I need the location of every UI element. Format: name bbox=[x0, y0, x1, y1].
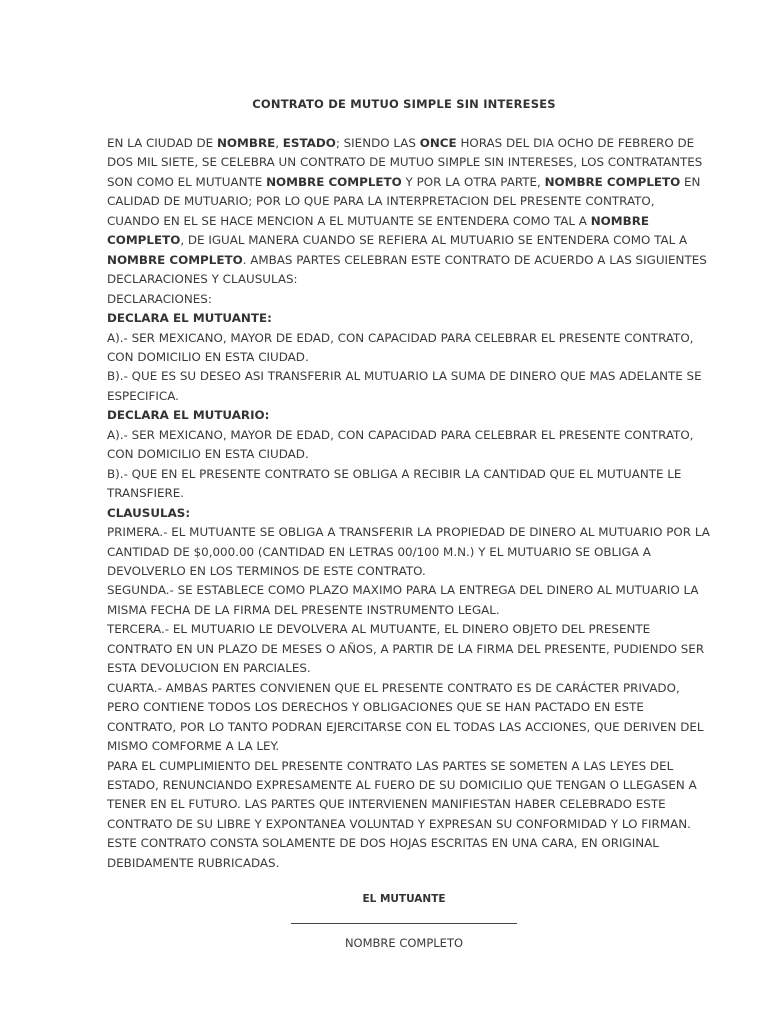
bold-text: ONCE bbox=[419, 136, 457, 150]
text-run: DOS MIL SIETE, SE CELEBRA UN CONTRATO DE MUTUO SIMPLE SIN INTERESES, LOS CONTRATANTES bbox=[107, 155, 703, 170]
bold-text: NOMBRE bbox=[590, 213, 649, 228]
body-line bbox=[107, 192, 701, 211]
contract-body bbox=[107, 134, 710, 873]
text-run: TRANSFIERE. bbox=[107, 486, 185, 501]
body-line bbox=[107, 815, 701, 834]
body-line bbox=[107, 290, 701, 309]
text-run: A).- SER MEXICANO, MAYOR DE EDAD, CON CAPACIDAD PARA CELEBRAR EL PRESENTE CONTRATO, bbox=[107, 427, 694, 442]
text-run: ; SIENDO LAS bbox=[335, 136, 420, 150]
text-run: PARA EL CUMPLIMIENTO DEL PRESENTE CONTRATO LAS PARTES SE SOMETEN A LAS LEYES DEL bbox=[107, 758, 674, 773]
bold-text: DECLARA EL MUTUARIO: bbox=[107, 408, 270, 423]
text-run: Y POR LA OTRA PARTE, bbox=[401, 174, 545, 189]
text-run: . AMBAS PARTES CELEBRAN ESTE CONTRATO DE ACUERDO A LAS SIGUIENTES bbox=[242, 252, 707, 267]
bold-text: NOMBRE COMPLETO bbox=[107, 252, 243, 267]
body-line bbox=[107, 659, 701, 678]
body-line bbox=[107, 834, 701, 853]
body-line bbox=[107, 231, 701, 250]
text-run: ESTE CONTRATO CONSTA SOLAMENTE DE DOS HOJAS ESCRITAS EN UNA CARA, EN ORIGINAL bbox=[107, 836, 659, 851]
text-run: TENER EN EL FUTURO. LAS PARTES QUE INTERVIENEN MANIFIESTAN HABER CELEBRADO ESTE bbox=[107, 797, 666, 812]
body-line bbox=[107, 757, 701, 776]
body-line bbox=[107, 406, 701, 425]
text-run: ESTADO, RENUNCIANDO EXPRESAMENTE AL FUERO DE SU DOMICILIO QUE TENGAN O LLEGASEN A bbox=[107, 777, 697, 792]
bold-text: CLAUSULAS: bbox=[107, 505, 191, 520]
text-run: DEVOLVERLO EN LOS TERMINOS DE ESTE CONTRATO. bbox=[107, 563, 426, 578]
body-line bbox=[107, 173, 701, 192]
body-line bbox=[107, 329, 701, 348]
body-line bbox=[107, 523, 710, 542]
text-run: EN LA CIUDAD DE bbox=[107, 136, 217, 150]
signature-line-wrap bbox=[107, 910, 701, 935]
text-run: PRIMERA.- EL MUTUANTE SE OBLIGA A TRANSFERIR LA PROPIEDAD DE DINERO AL MUTUARIO POR LA bbox=[107, 525, 710, 540]
body-line bbox=[107, 543, 701, 562]
bold-text: NOMBRE bbox=[216, 136, 276, 150]
text-run: , bbox=[275, 136, 283, 150]
text-run: SEGUNDA.- SE ESTABLECE COMO PLAZO MAXIMO PARA LA ENTREGA DEL DINERO AL MUTUARIO LA bbox=[107, 583, 699, 598]
text-run: DECLARACIONES: bbox=[107, 291, 212, 306]
body-line bbox=[107, 776, 701, 795]
text-run: CONTRATO DE SU LIBRE Y EXPONTANEA VOLUNTAD Y EXPRESAN SU CONFORMIDAD Y LO FIRMAN. bbox=[107, 816, 691, 831]
body-line bbox=[107, 679, 701, 698]
body-line bbox=[107, 737, 701, 756]
text-run: A).- SER MEXICANO, MAYOR DE EDAD, CON CAPACIDAD PARA CELEBRAR EL PRESENTE CONTRATO, bbox=[107, 330, 694, 345]
body-line bbox=[107, 465, 701, 484]
text-run: MISMA FECHA DE LA FIRMA DEL PRESENTE INSTRUMENTO LEGAL. bbox=[107, 602, 500, 617]
bold-text: NOMBRE COMPLETO bbox=[544, 174, 681, 189]
bold-text: ESTADO bbox=[282, 136, 336, 150]
text-run: PERO CONTIENE TODOS LOS DERECHOS Y OBLIGACIONES QUE SE HAN PACTADO EN ESTE bbox=[107, 700, 644, 715]
signature-title: EL MUTUANTE bbox=[362, 893, 446, 906]
body-line bbox=[107, 153, 701, 172]
body-line bbox=[107, 620, 701, 639]
body-line bbox=[107, 795, 701, 814]
body-line bbox=[107, 251, 707, 270]
text-run: CONTRATO, POR LO TANTO PODRAN EJERCITARSE CON EL TODAS LAS ACCIONES, QUE DERIVEN DEL bbox=[107, 719, 704, 734]
text-run: DECLARACIONES Y CLAUSULAS: bbox=[107, 272, 298, 287]
text-run: SON COMO EL MUTUANTE bbox=[107, 174, 267, 189]
document-title: CONTRATO DE MUTUO SIMPLE SIN INTERESES bbox=[252, 97, 556, 111]
body-line bbox=[107, 562, 701, 581]
text-run: CALIDAD DE MUTUARIO; POR LO QUE PARA LA INTERPRETACION DEL PRESENTE CONTRATO, bbox=[107, 194, 655, 209]
body-line bbox=[107, 426, 701, 445]
text-run: CUARTA.- AMBAS PARTES CONVIENEN QUE EL PRESENTE CONTRATO ES DE CARÁCTER PRIVADO, bbox=[107, 680, 680, 695]
signature-block bbox=[107, 890, 701, 954]
text-run: CANTIDAD DE $0,000.00 (CANTIDAD EN LETRAS 00/100 M.N.) Y EL MUTUARIO SE OBLIGA A bbox=[107, 544, 651, 559]
body-line bbox=[107, 445, 701, 464]
document-page bbox=[107, 96, 710, 954]
text-run: , DE IGUAL MANERA CUANDO SE REFIERA AL MUTUARIO SE ENTENDERA COMO TAL A bbox=[180, 233, 688, 248]
bold-text: DECLARA EL MUTUANTE: bbox=[107, 311, 272, 326]
bold-text: NOMBRE COMPLETO bbox=[266, 174, 402, 189]
body-line bbox=[107, 367, 701, 386]
text-run: ESTA DEVOLUCION EN PARCIALES. bbox=[107, 661, 311, 676]
text-run: TERCERA.- EL MUTUARIO LE DEVOLVERA AL MUTUANTE, EL DINERO OBJETO DEL PRESENTE bbox=[107, 622, 651, 637]
body-line bbox=[107, 212, 701, 231]
body-line bbox=[107, 309, 701, 328]
body-line bbox=[107, 854, 701, 873]
signature-name: NOMBRE COMPLETO bbox=[344, 936, 464, 951]
body-line bbox=[107, 484, 701, 503]
text-run: B).- QUE EN EL PRESENTE CONTRATO SE OBLIGA A RECIBIR LA CANTIDAD QUE EL MUTUANTE LE bbox=[107, 466, 682, 481]
text-run: DEBIDAMENTE RUBRICADAS. bbox=[107, 855, 280, 870]
body-line bbox=[107, 270, 701, 289]
body-line bbox=[107, 387, 701, 406]
text-run: HORAS DEL DIA OCHO DE FEBRERO DE bbox=[456, 136, 695, 150]
text-run: CON DOMICILIO EN ESTA CIUDAD. bbox=[107, 447, 309, 462]
text-run: MISMO COMFORME A LA LEY. bbox=[107, 739, 280, 754]
bold-text: COMPLETO bbox=[107, 233, 181, 248]
body-line bbox=[107, 348, 701, 367]
body-line bbox=[107, 134, 701, 153]
body-line bbox=[107, 640, 705, 659]
text-run: CONTRATO EN UN PLAZO DE MESES O AÑOS, A PARTIR DE LA FIRMA DEL PRESENTE, PUDIENDO SER bbox=[107, 641, 705, 656]
text-run: B).- QUE ES SU DESEO ASI TRANSFERIR AL MUTUARIO LA SUMA DE DINERO QUE MAS ADELANTE SE bbox=[107, 369, 702, 384]
body-line bbox=[107, 581, 701, 600]
text-run: EN bbox=[680, 174, 701, 189]
text-run: CON DOMICILIO EN ESTA CIUDAD. bbox=[107, 349, 309, 364]
body-line bbox=[107, 718, 704, 737]
text-run: ESPECIFICA. bbox=[107, 388, 179, 403]
body-line bbox=[107, 698, 701, 717]
body-line bbox=[107, 504, 701, 523]
signature-line bbox=[291, 912, 517, 924]
body-line bbox=[107, 601, 701, 620]
text-run: CUANDO EN EL SE HACE MENCION A EL MUTUANTE SE ENTENDERA COMO TAL A bbox=[107, 213, 591, 228]
